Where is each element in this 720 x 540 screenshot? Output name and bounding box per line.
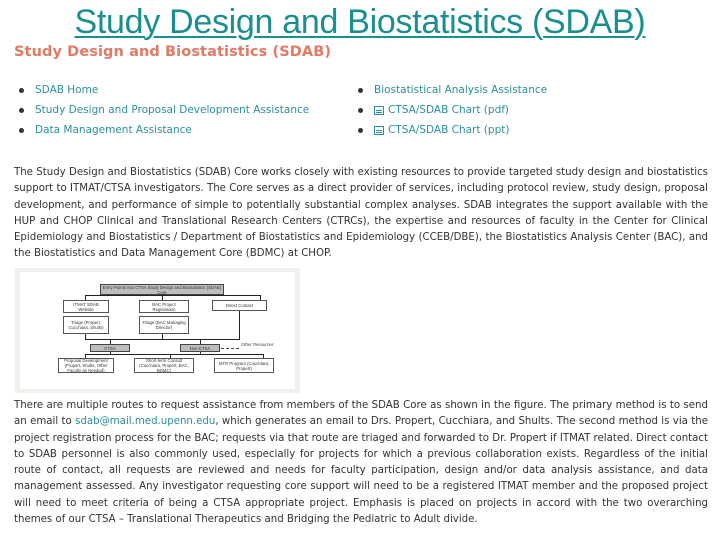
connector-line <box>239 311 240 339</box>
sdab-email-link[interactable]: sdab@mail.med.upenn.edu <box>75 416 216 428</box>
intro-paragraph: The Study Design and Biostatistics (SDAB) Core works closely with existing resources to provide targeted study design and biostatistics support to ITMAT/CTSA investigators. The Core serves as a direct provider of services, including protocol review, study design, proposal development, and performance of simple to potentially substantial complex analyses. SDAB integrates the support available with the HUP and CHOP Clinical and Translational Research Centers (CTRCs), the expertise and resources of faculty in the Center for Clinical Epidemiology and Biostatistics / Department of Biostatistics and Epidemiology (CCEB/DBE), the Biostatistics Analysis Center (BAC), and the Biostatistics and Data Management Core (BDMC) at CHOP. <box>14 167 708 260</box>
nav-link-sdab-home[interactable] <box>19 80 309 100</box>
nav-link-label[interactable]: Study Design and Proposal Development Assistance <box>35 104 310 116</box>
nav-link-label[interactable]: CTSA/SDAB Chart (pdf) <box>388 104 510 116</box>
entry-box-itmat: ITMAT SDAB Website <box>63 300 109 313</box>
ctsa-box: CTSA <box>90 344 130 352</box>
non-ctsa-box: Non-CTSA <box>180 344 220 352</box>
other-resources-label: Other Resources <box>241 342 274 347</box>
nav-column-left <box>19 80 309 140</box>
connector-line <box>85 354 263 355</box>
outcome-proposal-development: Proposal Development (Propert, Shults, Other Faculty as Needed) <box>58 358 114 373</box>
bullet-icon <box>358 128 363 133</box>
nav-link-chart-ppt[interactable] <box>358 120 547 140</box>
nav-link-data-management[interactable] <box>19 120 309 140</box>
nav-link-biostatistical-analysis[interactable] <box>358 80 547 100</box>
nav-link-study-design-proposal[interactable] <box>19 100 309 120</box>
nav-column-right <box>358 80 547 140</box>
outcome-short-term-consult: Short-term Consult (Cucchiara, Propert, BAC, BDMC) <box>134 358 194 373</box>
entry-box-direct-contact: Direct Contact <box>212 300 267 311</box>
routes-text-body: , which generates an email to Drs. Propert, Cucchiara, and Shults. The second method is via the project registration process for the BAC; requests via that route are triaged and forwarded to Dr. Propert if ITMAT related. Direct contact to SDAB personnel is also commonly used, especially for projects for which a previous collaboration exists. Regardless of the initial route of contact, all requests are reviewed and needs for faculty participation, design and/or data analysis assistance, and data management assessed. Any investigator requesting core support will need to be a registered ITMAT member and the proposed project will need to meet criteria of being a CTSA appropriate project. Emphasis is placed on projects in accord with the two overarching themes of our CTSA – Translational Therapeutics and Bridging the Pediatric to Adult divide. <box>14 416 708 526</box>
triage-box-1: Triage (Propert, Cucchiara, Shults) <box>63 316 109 334</box>
document-icon <box>374 126 384 135</box>
bullet-icon <box>358 108 363 113</box>
routes-paragraph <box>14 398 708 528</box>
bullet-icon <box>358 88 363 93</box>
outcome-mtr-program: MTR Program (Cucchiara, Propert) <box>214 358 274 373</box>
nav-link-label[interactable]: SDAB Home <box>35 84 99 96</box>
connector-line <box>200 352 201 354</box>
flowchart-top-box: Entry Points into CTSA Study Design and Biostatistics (SDAB) Core <box>100 284 224 295</box>
triage-box-2: Triage (BAC Managing Director) <box>139 316 189 334</box>
bullet-icon <box>19 88 24 93</box>
bullet-icon <box>19 128 24 133</box>
bullet-icon <box>19 108 24 113</box>
connector-line <box>110 352 111 354</box>
dashed-arrow <box>221 348 239 349</box>
connector-line <box>85 339 240 340</box>
nav-link-label[interactable]: Biostatistical Analysis Assistance <box>374 84 548 96</box>
routes-text-intro: There are multiple routes to request assistance from members of the SDAB Core as shown in the figure. The primary method is to send an email to <box>14 400 708 428</box>
entry-box-bac: BAC Project Registration <box>139 300 189 313</box>
nav-link-label[interactable]: Data Management Assistance <box>35 124 192 136</box>
entry-points-flowchart <box>15 268 300 393</box>
connector-line <box>85 295 260 296</box>
nav-link-label[interactable]: CTSA/SDAB Chart (ppt) <box>388 124 510 136</box>
document-icon <box>374 106 384 115</box>
slide-title: Study Design and Biostatistics (SDAB) <box>74 3 646 41</box>
nav-link-chart-pdf[interactable] <box>358 100 547 120</box>
page-heading: Study Design and Biostatistics (SDAB) <box>14 44 332 60</box>
flowchart-canvas <box>20 272 295 389</box>
